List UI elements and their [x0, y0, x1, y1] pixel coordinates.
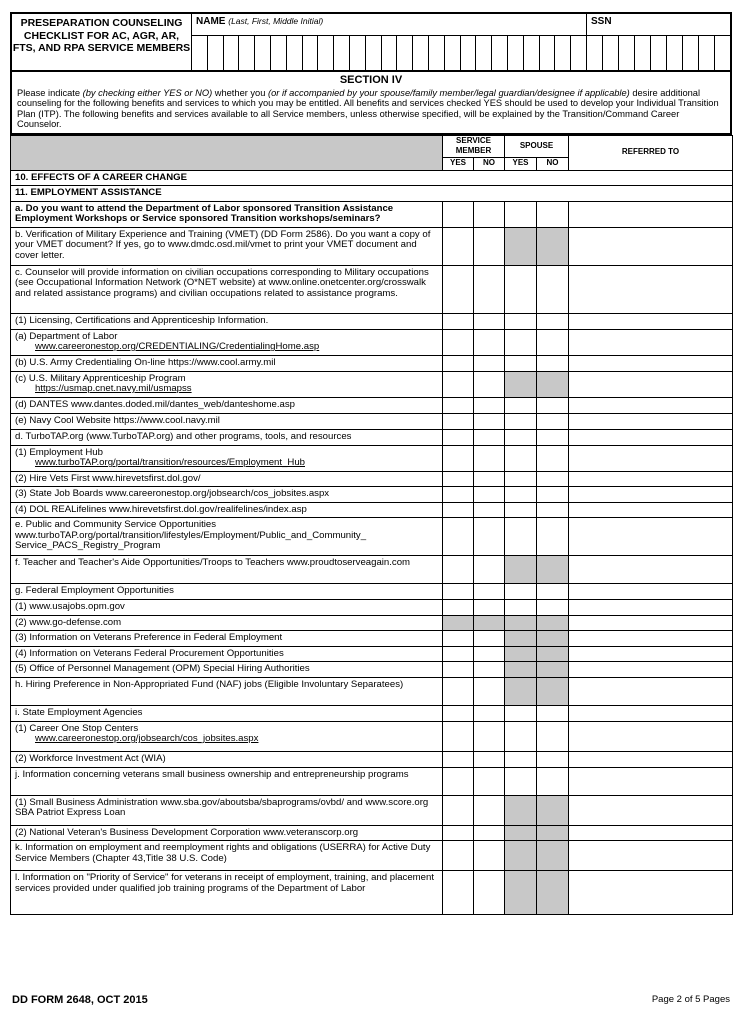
item-description: (2) Hire Vets First www.hirevetsfirst.dol.gov/ [11, 471, 443, 487]
item-description: l. Information on "Priority of Service" for veterans in receipt of employment, training, and placement services provided under qualified job training programs of the Department of Labor [11, 871, 443, 915]
item-description: (2) www.go-defense.com [11, 615, 443, 631]
spouse-yes-checkbox [505, 646, 537, 662]
referred-to-field[interactable] [569, 677, 733, 705]
item-description: f. Teacher and Teacher's Aide Opportunities/Troops to Teachers www.proudtoserveagain.com [11, 556, 443, 584]
item-description: e. Public and Community Service Opportunities www.turboTAP.org/portal/transition/lifestyles/Employment/Public_and_Community_ Service_PACS_Registry_Program [11, 518, 443, 556]
checklist-table [10, 135, 733, 916]
item-description: (b) U.S. Army Credentialing On-line https://www.cool.army.mil [11, 355, 443, 371]
spouse-yes-checkbox[interactable] [505, 767, 537, 795]
sm-no-checkbox[interactable] [474, 265, 505, 313]
spouse-no-checkbox [537, 662, 569, 678]
spouse-yes-checkbox[interactable] [505, 355, 537, 371]
sm-no-checkbox[interactable] [474, 429, 505, 445]
sm-no-checkbox[interactable] [474, 413, 505, 429]
item-description: k. Information on employment and reemployment rights and obligations (USERRA) for Active Duty Service Members (Chapter 43,Title 38 U.S. Code) [11, 841, 443, 871]
spouse-no-checkbox [537, 677, 569, 705]
table-row [11, 329, 733, 355]
spouse-yes-checkbox[interactable] [505, 518, 537, 556]
referred-to-field[interactable] [569, 600, 733, 616]
item-description: c. Counselor will provide information on civilian occupations corresponding to Military occupations (see Occupational Information Network (O*NET website) at www.online.onetcenter.org/crosswalk and related assistance programs) and civilian occupations related to assistance programs. [11, 265, 443, 313]
sm-yes-checkbox[interactable] [443, 413, 474, 429]
sm-yes-checkbox[interactable] [443, 518, 474, 556]
item-description: (e) Navy Cool Website https://www.cool.navy.mil [11, 413, 443, 429]
spouse-yes-checkbox [505, 871, 537, 915]
sm-no-checkbox[interactable] [474, 201, 505, 227]
sm-yes-checkbox[interactable] [443, 313, 474, 329]
sm-no-checkbox[interactable] [474, 677, 505, 705]
spouse-yes-checkbox [505, 556, 537, 584]
section-instructions: Please indicate (by checking either YES or NO) whether you (or if accompanied by your spouse/family member/legal guardian/designee if applicable) desire additional counseling for the following benefits and services to which you may be entitled. All benefits and services checked YES should be used to develop your Individual Transition Plan (ITP). The following benefits and services available to all Service members, unless otherwise specified, will be explained by the Transition/Command Career Counselor. [17, 88, 719, 130]
sm-yes-checkbox[interactable] [443, 445, 474, 471]
spouse-yes-checkbox [505, 795, 537, 825]
table-row [11, 471, 733, 487]
spouse-no-checkbox[interactable] [537, 397, 569, 413]
name-hint: (Last, First, Middle Initial) [228, 16, 324, 26]
spouse-no-checkbox[interactable] [537, 600, 569, 616]
sm-no-checkbox[interactable] [474, 227, 505, 265]
spouse-no-checkbox[interactable] [537, 355, 569, 371]
referred-to-field[interactable] [569, 795, 733, 825]
spouse-no-checkbox[interactable] [537, 201, 569, 227]
sm-no-header: NO [474, 157, 505, 170]
table-row [11, 705, 733, 721]
sm-yes-checkbox[interactable] [443, 201, 474, 227]
spouse-yes-checkbox[interactable] [505, 329, 537, 355]
referred-to-field[interactable] [569, 615, 733, 631]
spouse-yes-checkbox [505, 631, 537, 647]
sm-yes-checkbox[interactable] [443, 751, 474, 767]
spouse-yes-checkbox[interactable] [505, 751, 537, 767]
table-row [11, 186, 733, 202]
spouse-no-header: NO [537, 157, 569, 170]
sm-no-checkbox[interactable] [474, 705, 505, 721]
table-row [11, 751, 733, 767]
item-description: (d) DANTES www.dantes.doded.mil/dantes_web/danteshome.asp [11, 397, 443, 413]
table-row [11, 445, 733, 471]
referred-to-field[interactable] [569, 767, 733, 795]
item-description: (4) Information on Veterans Federal Procurement Opportunities [11, 646, 443, 662]
spouse-no-checkbox[interactable] [537, 518, 569, 556]
referred-to-header: REFERRED TO [569, 135, 733, 170]
referred-to-field[interactable] [569, 371, 733, 397]
spouse-no-checkbox[interactable] [537, 767, 569, 795]
referred-to-field[interactable] [569, 825, 733, 841]
referred-to-field[interactable] [569, 413, 733, 429]
sm-no-checkbox[interactable] [474, 371, 505, 397]
sm-no-checkbox[interactable] [474, 871, 505, 915]
spouse-yes-header: YES [505, 157, 537, 170]
spouse-yes-checkbox[interactable] [505, 584, 537, 600]
spouse-yes-checkbox [505, 615, 537, 631]
section-iv [10, 72, 732, 135]
spouse-no-checkbox [537, 227, 569, 265]
spouse-no-checkbox[interactable] [537, 751, 569, 767]
spouse-header: SPOUSE [505, 135, 569, 157]
table-row [11, 795, 733, 825]
table-row [11, 584, 733, 600]
sm-yes-checkbox[interactable] [443, 471, 474, 487]
sm-yes-checkbox[interactable] [443, 227, 474, 265]
spouse-yes-checkbox[interactable] [505, 502, 537, 518]
table-row [11, 841, 733, 871]
table-row [11, 600, 733, 616]
item-description: (c) U.S. Military Apprenticeship Program https://usmap.cnet.navy.mil/usmapss [11, 371, 443, 397]
item-description: (4) DOL REALifelines www.hirevetsfirst.dol.gov/realifelines/index.asp [11, 502, 443, 518]
referred-to-field[interactable] [569, 429, 733, 445]
sm-no-checkbox[interactable] [474, 600, 505, 616]
table-row [11, 429, 733, 445]
sm-yes-checkbox[interactable] [443, 841, 474, 871]
referred-to-field[interactable] [569, 502, 733, 518]
referred-to-field[interactable] [569, 646, 733, 662]
spouse-yes-checkbox[interactable] [505, 397, 537, 413]
table-row [11, 677, 733, 705]
form-title: PRESEPARATION COUNSELING CHECKLIST FOR AC, AGR, AR, FTS, AND RPA SERVICE MEMBERS [12, 14, 192, 70]
spouse-no-checkbox [537, 871, 569, 915]
item-description: a. Do you want to attend the Department of Labor sponsored Transition Assistance Employment Workshops or Service sponsored Transition workshops/seminars? [11, 201, 443, 227]
sm-no-checkbox[interactable] [474, 721, 505, 751]
table-row [11, 518, 733, 556]
form-header [10, 12, 732, 72]
referred-to-field[interactable] [569, 584, 733, 600]
section-row-label: 10. EFFECTS OF A CAREER CHANGE [11, 170, 733, 186]
sm-yes-checkbox[interactable] [443, 767, 474, 795]
spouse-no-checkbox [537, 371, 569, 397]
sm-no-checkbox[interactable] [474, 631, 505, 647]
spouse-no-checkbox[interactable] [537, 265, 569, 313]
referred-to-field[interactable] [569, 201, 733, 227]
table-row [11, 646, 733, 662]
sm-yes-checkbox[interactable] [443, 329, 474, 355]
spouse-no-checkbox [537, 615, 569, 631]
referred-to-field[interactable] [569, 556, 733, 584]
referred-to-field[interactable] [569, 487, 733, 503]
table-row [11, 662, 733, 678]
item-description: (2) National Veteran's Business Development Corporation www.veteranscorp.org [11, 825, 443, 841]
spouse-no-checkbox [537, 646, 569, 662]
sm-yes-checkbox[interactable] [443, 825, 474, 841]
table-row [11, 871, 733, 915]
referred-to-field[interactable] [569, 397, 733, 413]
referred-to-field[interactable] [569, 662, 733, 678]
table-row [11, 201, 733, 227]
spouse-no-checkbox[interactable] [537, 471, 569, 487]
form-page [10, 12, 732, 915]
sm-yes-checkbox[interactable] [443, 397, 474, 413]
section-title: SECTION IV [339, 74, 403, 86]
sm-yes-checkbox[interactable] [443, 487, 474, 503]
spouse-no-checkbox[interactable] [537, 329, 569, 355]
spouse-no-checkbox[interactable] [537, 584, 569, 600]
table-row [11, 502, 733, 518]
table-row [11, 721, 733, 751]
sm-yes-checkbox[interactable] [443, 265, 474, 313]
item-description: (1) Small Business Administration www.sba.gov/aboutsba/sbaprograms/ovbd/ and www.score.org SBA Patriot Express Loan [11, 795, 443, 825]
sm-no-checkbox[interactable] [474, 397, 505, 413]
spouse-no-checkbox[interactable] [537, 487, 569, 503]
spouse-no-checkbox[interactable] [537, 313, 569, 329]
table-row [11, 767, 733, 795]
spouse-yes-checkbox[interactable] [505, 429, 537, 445]
sm-no-checkbox[interactable] [474, 313, 505, 329]
table-row [11, 355, 733, 371]
table-row [11, 631, 733, 647]
item-description: h. Hiring Preference in Non-Appropriated Fund (NAF) jobs (Eligible Involuntary Separatees) [11, 677, 443, 705]
sm-yes-checkbox[interactable] [443, 721, 474, 751]
spouse-yes-checkbox[interactable] [505, 600, 537, 616]
spouse-yes-checkbox[interactable] [505, 471, 537, 487]
sm-yes-checkbox[interactable] [443, 795, 474, 825]
sm-no-checkbox[interactable] [474, 471, 505, 487]
table-row [11, 825, 733, 841]
ssn-field[interactable] [587, 14, 730, 70]
spouse-no-checkbox [537, 631, 569, 647]
sm-yes-checkbox[interactable] [443, 600, 474, 616]
table-row [11, 227, 733, 265]
referred-to-field[interactable] [569, 841, 733, 871]
sm-yes-checkbox[interactable] [443, 631, 474, 647]
sm-yes-checkbox[interactable] [443, 646, 474, 662]
item-description: d. TurboTAP.org (www.TurboTAP.org) and other programs, tools, and resources [11, 429, 443, 445]
sm-yes-checkbox[interactable] [443, 705, 474, 721]
sm-no-checkbox[interactable] [474, 518, 505, 556]
sm-no-checkbox[interactable] [474, 502, 505, 518]
spouse-no-checkbox [537, 556, 569, 584]
sm-no-checkbox[interactable] [474, 767, 505, 795]
sm-no-checkbox[interactable] [474, 355, 505, 371]
sm-yes-header: YES [443, 157, 474, 170]
service-member-header: SERVICE MEMBER [443, 135, 505, 157]
referred-to-field[interactable] [569, 265, 733, 313]
spouse-no-checkbox[interactable] [537, 721, 569, 751]
referred-to-field[interactable] [569, 751, 733, 767]
form-number: DD FORM 2648, OCT 2015 [12, 994, 148, 1006]
referred-to-field[interactable] [569, 631, 733, 647]
item-description: (3) Information on Veterans Preference in Federal Employment [11, 631, 443, 647]
page-number: Page 2 of 5 Pages [651, 994, 730, 1005]
spouse-yes-checkbox [505, 227, 537, 265]
sm-no-checkbox[interactable] [474, 795, 505, 825]
referred-to-field[interactable] [569, 705, 733, 721]
ssn-boxes[interactable] [587, 36, 730, 70]
spouse-no-checkbox [537, 795, 569, 825]
spouse-yes-checkbox [505, 677, 537, 705]
sm-yes-checkbox[interactable] [443, 556, 474, 584]
referred-to-field[interactable] [569, 721, 733, 751]
item-description: (5) Office of Personnel Management (OPM) Special Hiring Authorities [11, 662, 443, 678]
spouse-no-checkbox[interactable] [537, 413, 569, 429]
referred-to-field[interactable] [569, 329, 733, 355]
spouse-yes-checkbox [505, 825, 537, 841]
spouse-yes-checkbox[interactable] [505, 413, 537, 429]
spouse-yes-checkbox [505, 662, 537, 678]
spouse-yes-checkbox [505, 841, 537, 871]
spouse-yes-checkbox[interactable] [505, 487, 537, 503]
sm-no-checkbox[interactable] [474, 487, 505, 503]
spouse-yes-checkbox[interactable] [505, 721, 537, 751]
referred-to-field[interactable] [569, 227, 733, 265]
sm-no-checkbox[interactable] [474, 825, 505, 841]
name-field[interactable] [192, 14, 587, 70]
table-row [11, 313, 733, 329]
sm-no-checkbox[interactable] [474, 445, 505, 471]
item-description: j. Information concerning veterans small business ownership and entrepreneurship programs [11, 767, 443, 795]
item-description: (1) Licensing, Certifications and Apprenticeship Information. [11, 313, 443, 329]
name-boxes[interactable] [192, 36, 586, 70]
spouse-no-checkbox[interactable] [537, 705, 569, 721]
sm-yes-checkbox[interactable] [443, 371, 474, 397]
sm-no-checkbox[interactable] [474, 556, 505, 584]
ssn-label: SSN [591, 16, 612, 27]
spouse-yes-checkbox[interactable] [505, 201, 537, 227]
referred-to-field[interactable] [569, 355, 733, 371]
sm-yes-checkbox[interactable] [443, 355, 474, 371]
item-description: (1) www.usajobs.opm.gov [11, 600, 443, 616]
sm-no-checkbox[interactable] [474, 662, 505, 678]
item-description: g. Federal Employment Opportunities [11, 584, 443, 600]
spouse-no-checkbox [537, 841, 569, 871]
item-description: i. State Employment Agencies [11, 705, 443, 721]
spouse-yes-checkbox[interactable] [505, 705, 537, 721]
referred-to-field[interactable] [569, 518, 733, 556]
spouse-yes-checkbox[interactable] [505, 445, 537, 471]
sm-yes-checkbox[interactable] [443, 584, 474, 600]
table-row [11, 397, 733, 413]
item-description: (1) Career One Stop Centers www.careeronestop.org/jobsearch/cos_jobsites.aspx [11, 721, 443, 751]
spouse-no-checkbox[interactable] [537, 445, 569, 471]
sm-yes-checkbox[interactable] [443, 502, 474, 518]
sm-no-checkbox [474, 615, 505, 631]
spouse-yes-checkbox[interactable] [505, 265, 537, 313]
spouse-yes-checkbox[interactable] [505, 313, 537, 329]
table-row [11, 265, 733, 313]
sm-yes-checkbox[interactable] [443, 677, 474, 705]
section-row-label: 11. EMPLOYMENT ASSISTANCE [11, 186, 733, 202]
referred-to-field[interactable] [569, 445, 733, 471]
sm-no-checkbox[interactable] [474, 646, 505, 662]
table-row [11, 413, 733, 429]
column-header-blank [11, 135, 443, 170]
spouse-no-checkbox [537, 825, 569, 841]
item-description: (2) Workforce Investment Act (WIA) [11, 751, 443, 767]
item-description: (3) State Job Boards www.careeronestop.org/jobsearch/cos_jobsites.aspx [11, 487, 443, 503]
spouse-yes-checkbox [505, 371, 537, 397]
sm-no-checkbox[interactable] [474, 584, 505, 600]
name-label: NAME [196, 16, 226, 27]
spouse-no-checkbox[interactable] [537, 502, 569, 518]
referred-to-field[interactable] [569, 313, 733, 329]
referred-to-field[interactable] [569, 871, 733, 915]
table-row [11, 556, 733, 584]
table-row [11, 487, 733, 503]
item-description: (a) Department of Labor www.careeronestop.org/CREDENTIALING/CredentialingHome.asp [11, 329, 443, 355]
sm-no-checkbox[interactable] [474, 751, 505, 767]
item-description: (1) Employment Hub www.turboTAP.org/portal/transition/resources/Employment_Hub [11, 445, 443, 471]
sm-yes-checkbox[interactable] [443, 871, 474, 915]
table-row [11, 170, 733, 186]
spouse-no-checkbox[interactable] [537, 429, 569, 445]
sm-no-checkbox[interactable] [474, 841, 505, 871]
table-row [11, 615, 733, 631]
sm-yes-checkbox[interactable] [443, 429, 474, 445]
form-footer [12, 994, 730, 1006]
sm-no-checkbox[interactable] [474, 329, 505, 355]
table-row [11, 371, 733, 397]
sm-yes-checkbox [443, 615, 474, 631]
referred-to-field[interactable] [569, 471, 733, 487]
sm-yes-checkbox[interactable] [443, 662, 474, 678]
item-description: b. Verification of Military Experience and Training (VMET) (DD Form 2586). Do you want a copy of your VMET document? If yes, go to www.dmdc.osd.mil/vmet to print your VMET document and cover letter. [11, 227, 443, 265]
